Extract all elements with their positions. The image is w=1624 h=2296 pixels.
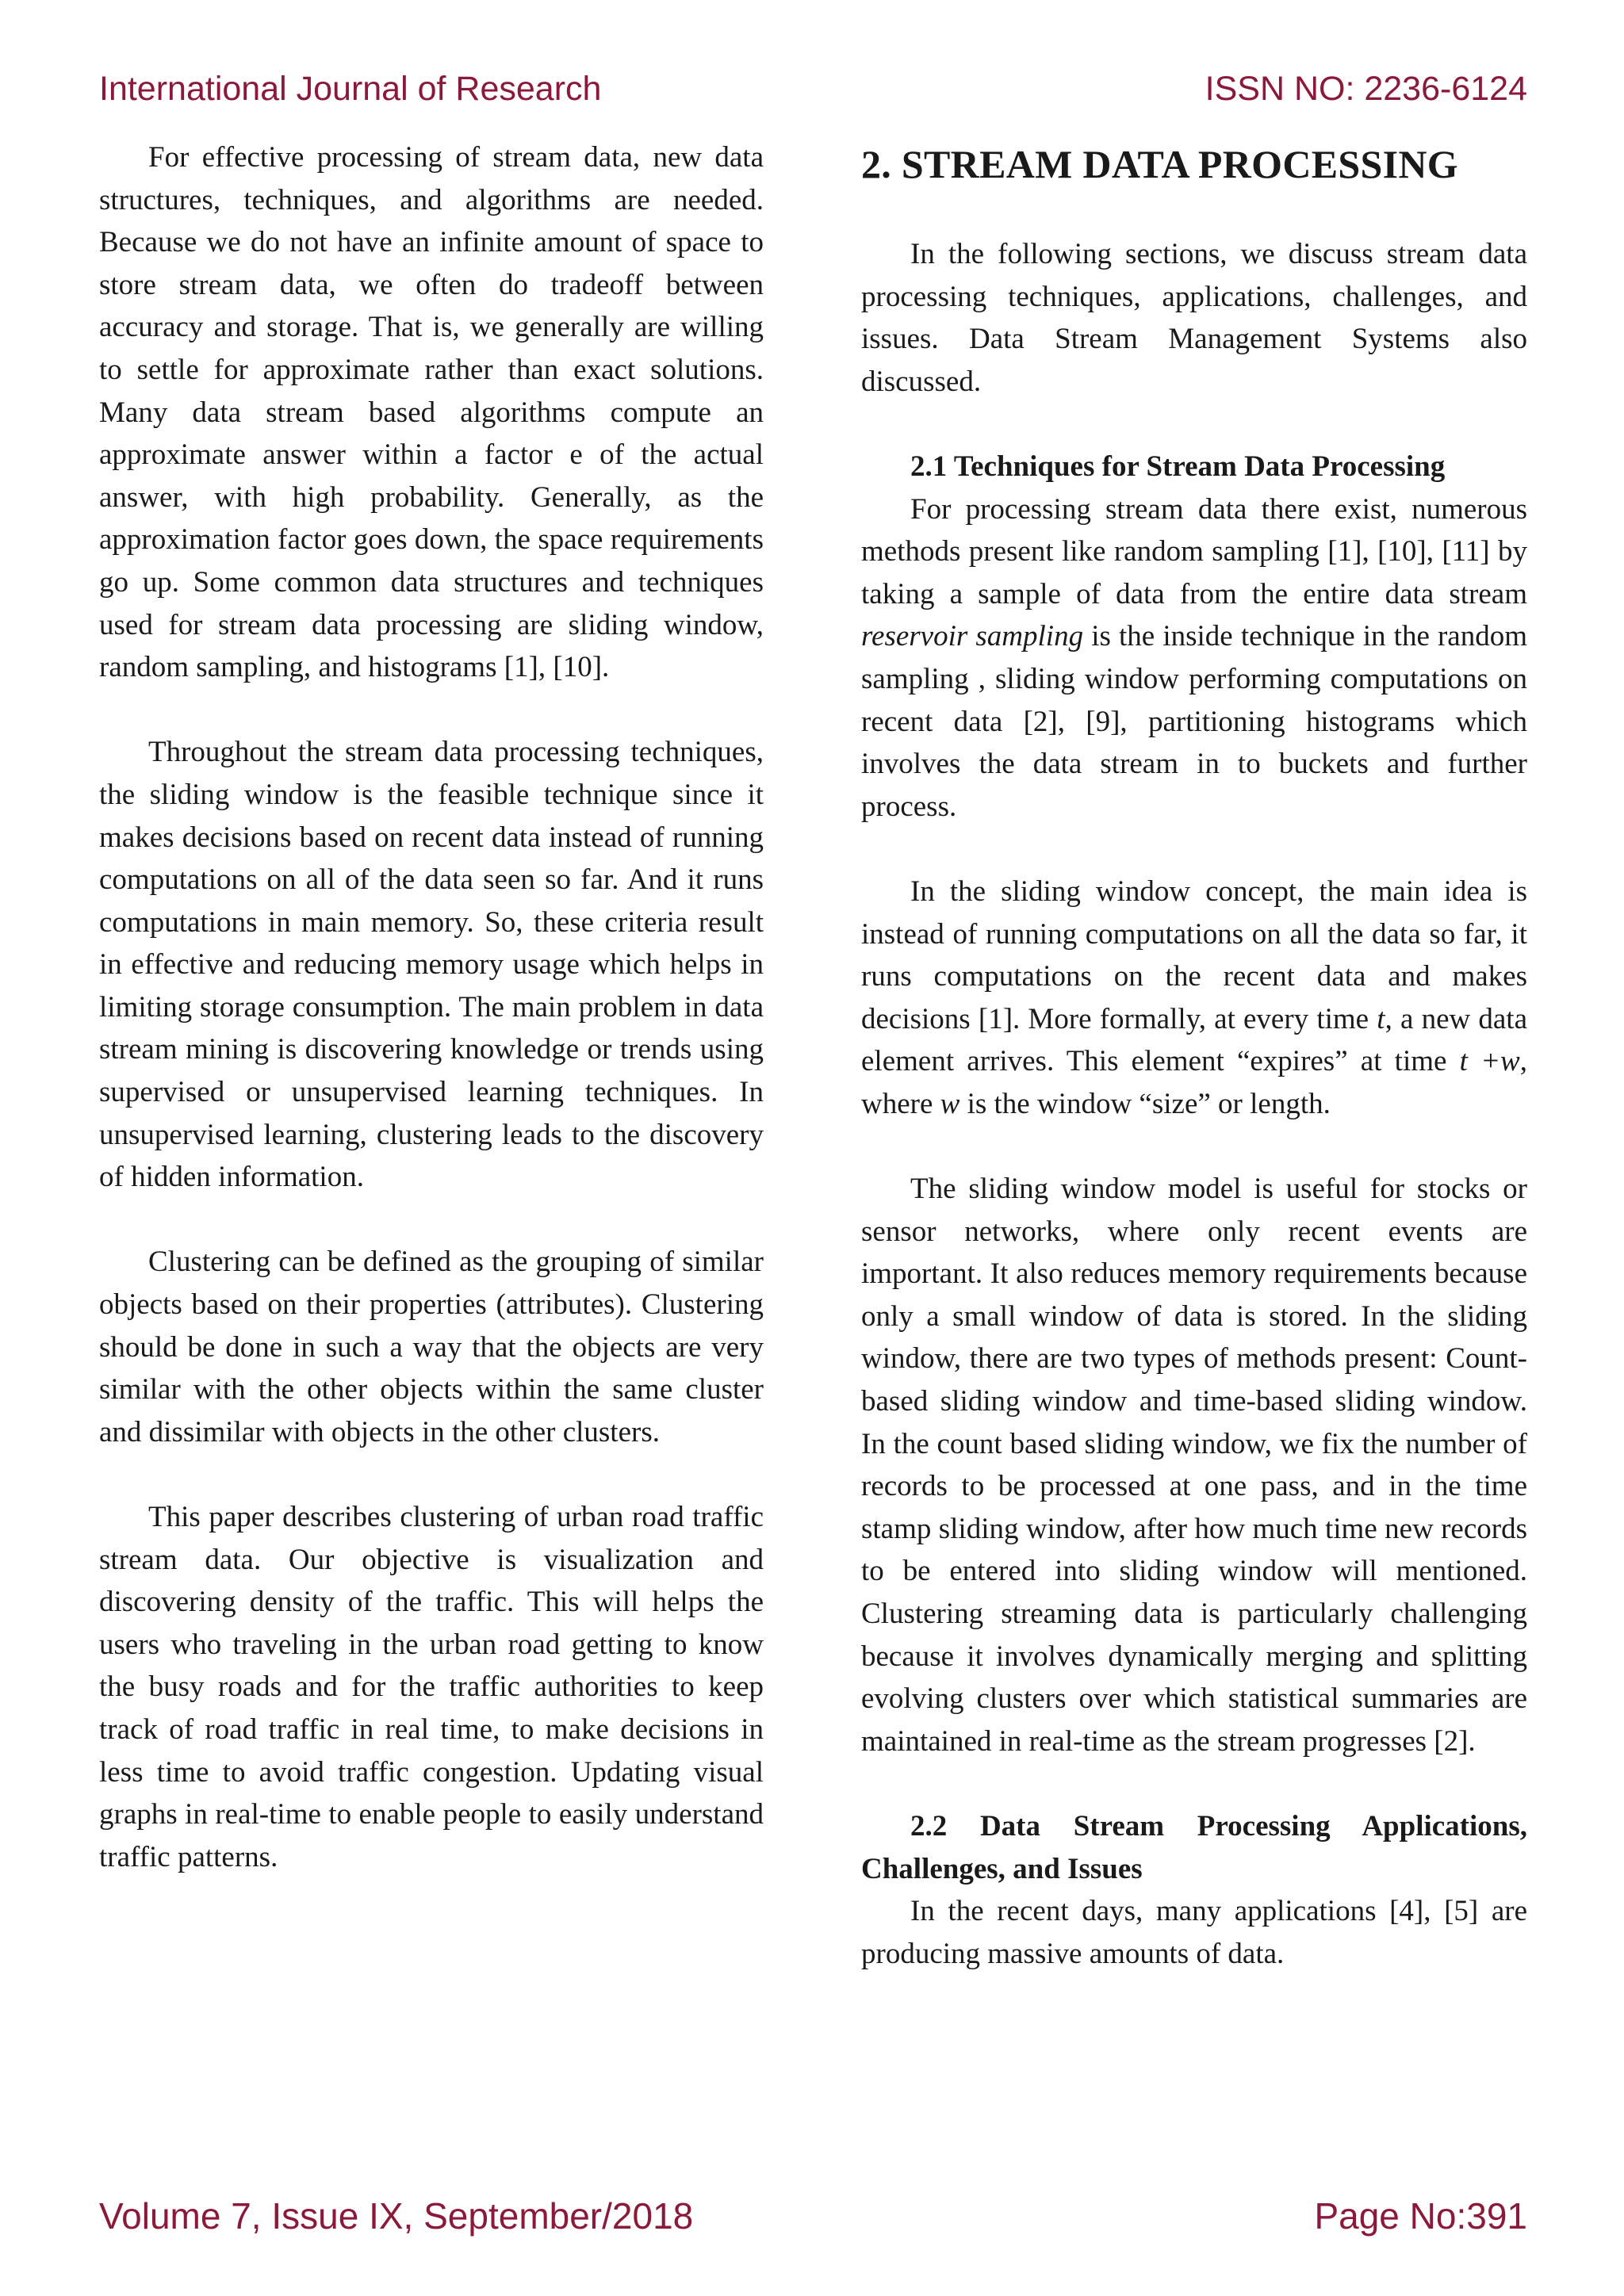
reservoir-sampling-term: reservoir sampling (861, 620, 1084, 653)
right-column (861, 136, 1527, 1975)
issn-header: ISSN NO: 2236-6124 (1205, 70, 1527, 108)
subsection-title-applications: 2.2 Data Stream Processing Applications, Challenges, and Issues (861, 1809, 1527, 1885)
paragraph-sliding-window-model: The sliding window model is useful for stocks or sensor networks, where only recent events are important. It also reduces memory requirements because only a small window of data is stored. In the sliding window, there are two types of methods present: Count- based sliding window and time-based sliding window. In the count based sliding window, we fix the number of records to be processed at one pass, and in the time stamp sliding window, after how much time new records to be entered into sliding window will mentioned. Clustering streaming data is particularly challenging because it involves dynamically merging and splitting evolving clusters over which statistical summaries are maintained in real-time as the stream progresses [2]. (861, 1173, 1527, 1758)
paragraph-clustering-definition: Clustering can be defined as the grouping of similar objects based on their properties (attributes). Clustering should be done in such a way that the objects are very similar with the other objects within the same cluster and dissimilar with objects in the other clusters. (99, 1246, 764, 1448)
journal-name-header: International Journal of Research (99, 70, 602, 108)
paragraph-paper-objective: This paper describes clustering of urban road traffic stream data. Our objective is visualization and discovering density of the traffic. This will helps the users who traveling in the urban road getting to know the busy roads and for the traffic authorities to keep track of road traffic in real time, to make decisions in less time to avoid traffic congestion. Updating visual graphs in real-time to enable people to easily understand traffic patterns. (99, 1501, 764, 1873)
section-title: 2. STREAM DATA PROCESSING (861, 142, 1458, 186)
subsection-title-techniques: 2.1 Techniques for Stream Data Processing (910, 450, 1446, 483)
paragraph-sliding-window-concept: In the sliding window concept, the main idea is instead of running computations on all the data so far, it runs computations on the recent data and makes decisions [1]. More formally, at every time t, a new data element arrives. This element “expires” at time t +w, where w is the window “size” or length. (861, 874, 1527, 1120)
paragraph-stream-structures: For effective processing of stream data, new data structures, techniques, and algorithms are needed. Because we do not have an infinite amount of space to store stream data, we often do tradeoff between accuracy and storage. That is, we generally are willing to settle for approximate rather than exact solutions. Many data stream based algorithms compute an approximate answer within a factor e of the actual answer, with high probability. Generally, as the approximation factor goes down, the space requirements go up. Some common data structures and techniques used for stream data processing are sliding window, random sampling, and histograms [1], [10]. (99, 141, 764, 684)
paragraph-sliding-window-feasible: Throughout the stream data processing techniques, the sliding window is the feasible technique since it makes decisions based on recent data instead of running computations on all of the data seen so far. And it runs computations in main memory. So, these criteria result in effective and reducing memory usage which helps in limiting storage consumption. The main problem in data stream mining is discovering knowledge or trends using supervised or unsupervised learning techniques. In unsupervised learning, clustering leads to the discovery of hidden information. (99, 736, 764, 1194)
paragraph-applications: In the recent days, many applications [4], [5] are producing massive amounts of data. (861, 1895, 1527, 1970)
page-number-footer: Page No:391 (1314, 2195, 1527, 2237)
volume-footer: Volume 7, Issue IX, September/2018 (99, 2195, 694, 2237)
paragraph-processing-methods: For processing stream data there exist, numerous methods present like random sampling [1], [10], [11] by taking a sample of data from the entire data stream reservoir sampling is the inside technique in the random sampling , sliding window performing computations on recent data [2], [9], partitioning histograms which involves the data stream in to buckets and further process. (861, 492, 1528, 823)
left-column (99, 136, 764, 1878)
paragraph-section-intro: In the following sections, we discuss stream data processing techniques, applications, challenges, and issues. Data Stream Management Systems also discussed. (861, 238, 1527, 398)
